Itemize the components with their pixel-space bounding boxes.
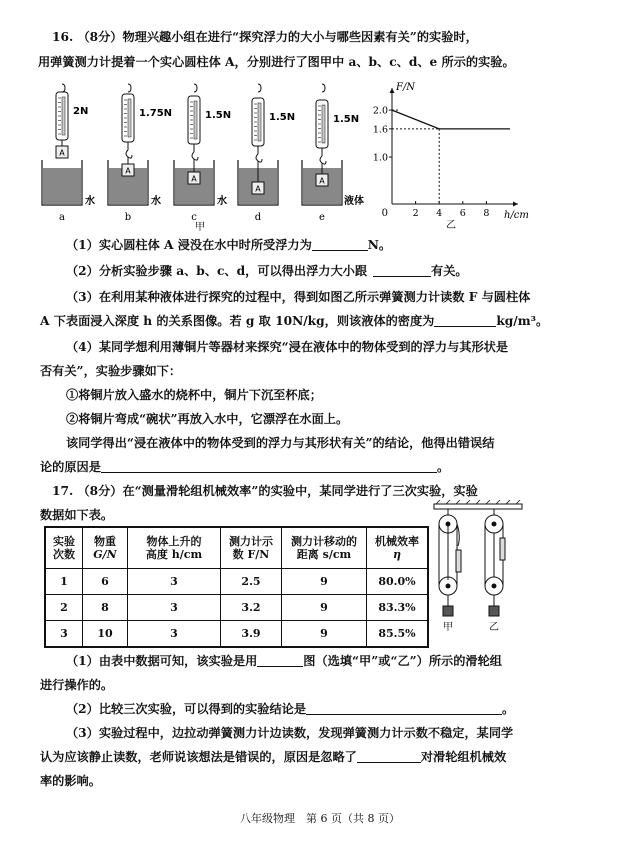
table-cell: 10 <box>83 621 128 648</box>
header-cell: 测力计示 数 F/N <box>221 527 282 569</box>
figure-yi-chart <box>372 80 532 230</box>
liquid-label: 液体 <box>344 196 364 207</box>
y-tick-label: 1.0 <box>372 152 388 164</box>
x-axis-label: h/cm <box>504 210 529 221</box>
table-cell: 80.0% <box>367 569 429 595</box>
x-tick-label: 8 <box>483 208 490 219</box>
q17-data-table <box>44 526 429 648</box>
q17-line1: 17. （8分）在“测量滑轮组机械效率”的实验中，某同学进行了三次实验，实验 <box>52 484 478 498</box>
answer-blank-17-2[interactable] <box>306 702 502 715</box>
q16-step2: ②将铜片弯成“碗状”再放入水中，它漂浮在水面上。 <box>66 412 349 426</box>
q16-sub2: （2）分析实验步骤 a、b、c、d，可以得出浮力大小跟 <box>66 264 368 278</box>
q17-line2: 数据如下表。 <box>40 508 114 522</box>
table-cell: 9 <box>282 569 367 595</box>
table-cell: 3 <box>45 621 83 648</box>
pulley-jia <box>439 509 461 616</box>
q16-sub4-b: 否有关”，实验步骤如下： <box>40 364 182 378</box>
table-cell: 85.5% <box>367 621 429 648</box>
answer-blank-17-3[interactable] <box>357 750 421 763</box>
q17-sub3-row <box>40 750 506 765</box>
answer-blank-16-3[interactable] <box>434 314 496 327</box>
table-cell: 6 <box>83 569 128 595</box>
table-cell: 8 <box>83 595 128 621</box>
q16-line1: 16. （8分）物理兴趣小组在进行“探究浮力的大小与哪些因素有关”的实验时， <box>52 30 478 44</box>
liquid-label: 水 <box>85 196 95 207</box>
pulley-caption-jia: 甲 <box>443 622 453 633</box>
beaker-label: e <box>319 212 325 223</box>
header-cell: 测力计移动的 距离 s/cm <box>282 527 367 569</box>
scale-reading: 2N <box>73 106 89 117</box>
table-cell: 9 <box>282 621 367 648</box>
header-cell: 机械效率 η <box>367 527 429 569</box>
q16-sub1-row <box>66 238 391 253</box>
svg-text:A: A <box>319 176 325 186</box>
answer-blank-16-2[interactable] <box>373 264 431 277</box>
table-header-row <box>45 527 428 569</box>
answer-blank-16-4[interactable] <box>101 460 437 473</box>
svg-text:A: A <box>125 166 131 176</box>
q17-sub1-row <box>66 654 502 669</box>
svg-text:A: A <box>191 174 197 184</box>
spring-scale-setup <box>108 84 172 223</box>
origin-label: 0 <box>381 208 388 219</box>
q16-sub3-b: A 下表面浸入深度 h 的关系图像。若 g 取 10N/kg，则该液体的密度为 <box>40 314 435 328</box>
q16-sub4-a: （4）某同学想利用薄铜片等器材来探究“浸在液体中的物体受到的浮力与其形状是 <box>66 340 509 354</box>
q17-sub2-row <box>66 702 514 717</box>
q16-line2: 用弹簧测力计提着一个实心圆柱体 A，分别进行了图甲中 a、b、c、d、e 所示的实验。 <box>38 55 515 69</box>
q17-sub3-d: 率的影响。 <box>40 774 101 788</box>
figure-caption-jia: 甲 <box>195 222 205 232</box>
q16-sub3-row <box>40 314 548 329</box>
svg-text:A: A <box>59 148 65 158</box>
y-tick-label: 2.0 <box>372 105 388 117</box>
beaker-label: c <box>191 212 197 223</box>
header-cell: 物体上升的 高度 h/cm <box>128 527 221 569</box>
q16-sub3-a: （3）在利用某种液体进行探究的过程中，得到如图乙所示弹簧测力计读数 F 与圆柱体 <box>66 290 531 304</box>
q16-step1: ①将铜片放入盛水的烧杯中，铜片下沉至杯底； <box>66 388 322 402</box>
table-cell: 3.9 <box>221 621 282 648</box>
scale-reading: 1.5N <box>269 112 296 123</box>
page-footer: 八年级物理 第 6 页（共 8 页） <box>240 812 400 825</box>
q17-sub2: （2）比较三次实验，可以得到的实验结论是 <box>66 702 307 716</box>
spring-scale-setup <box>238 84 295 223</box>
svg-text:A: A <box>255 184 261 194</box>
q17-sub3-a: （3）实验过程中，边拉动弹簧测力计边读数，发现弹簧测力计示数不稳定，某同学 <box>66 726 514 740</box>
q16-sub2-row <box>66 264 468 279</box>
q16-sub4-end: 。 <box>436 460 450 474</box>
pulley-yi <box>485 509 505 616</box>
q16-sub4-row <box>40 460 449 475</box>
q17-sub2-end: 。 <box>502 702 515 716</box>
table-cell: 3 <box>128 621 221 648</box>
q16-sub1: （1）实心圆柱体 A 浸没在水中时所受浮力为 <box>66 238 312 252</box>
pulley-figures <box>428 500 528 645</box>
q17-sub1-a: （1）由表中数据可知，该实验是用 <box>66 654 258 668</box>
beaker-label: d <box>254 212 262 223</box>
figure-caption-yi: 乙 <box>446 220 456 230</box>
y-tick-label: 1.6 <box>372 124 388 136</box>
beaker-label: a <box>59 212 65 223</box>
pulley-caption-yi: 乙 <box>489 622 499 633</box>
scale-reading: 1.5N <box>333 114 360 125</box>
table-cell: 3 <box>128 595 221 621</box>
y-axis-label: F/N <box>396 82 416 93</box>
q16-sub1-end: N。 <box>367 238 392 252</box>
table-cell: 83.3% <box>367 595 429 621</box>
x-tick-label: 6 <box>459 208 466 219</box>
q17-sub1-c: 进行操作的。 <box>40 678 114 692</box>
x-tick-label: 4 <box>436 208 443 219</box>
table-row <box>45 569 428 595</box>
q16-sub2-end: 有关。 <box>431 264 468 278</box>
answer-blank-17-1[interactable] <box>257 654 303 667</box>
table-cell: 3 <box>128 569 221 595</box>
scale-reading: 1.5N <box>205 110 232 121</box>
table-cell: 2.5 <box>221 569 282 595</box>
table-row <box>45 595 428 621</box>
table-row <box>45 621 428 648</box>
figure-jia <box>40 82 380 232</box>
liquid-label: 水 <box>151 196 161 207</box>
scale-reading: 1.75N <box>139 108 173 119</box>
q16-sub4-d: 论的原因是 <box>40 460 101 474</box>
table-cell: 3.2 <box>221 595 282 621</box>
series-line <box>392 110 510 129</box>
table-cell: 9 <box>282 595 367 621</box>
q17-sub3-c: 对滑轮组机械效 <box>420 750 507 764</box>
q17-sub3-b: 认为应该静止读数，老师说该想法是错误的，原因是忽略了 <box>40 750 357 764</box>
q17-sub1-b: 图（选填“甲”或“乙”）所示的滑轮组 <box>303 654 502 668</box>
header-cell: 物重 G/N <box>83 527 128 569</box>
header-cell: 实验 次数 <box>45 527 83 569</box>
spring-scale-setup <box>42 84 88 223</box>
liquid <box>43 168 81 204</box>
answer-blank-16-1[interactable] <box>312 238 368 251</box>
liquid-label: 水 <box>217 196 227 207</box>
q16-sub4-c: 该同学得出“浸在液体中的物体受到的浮力与其形状有关”的结论，他得出错误结 <box>66 436 495 450</box>
table-cell: 1 <box>45 569 83 595</box>
x-tick-label: 2 <box>412 208 419 219</box>
table-cell: 2 <box>45 595 83 621</box>
beaker-label: b <box>124 212 132 223</box>
q16-sub3-end: kg/m³。 <box>496 314 549 328</box>
